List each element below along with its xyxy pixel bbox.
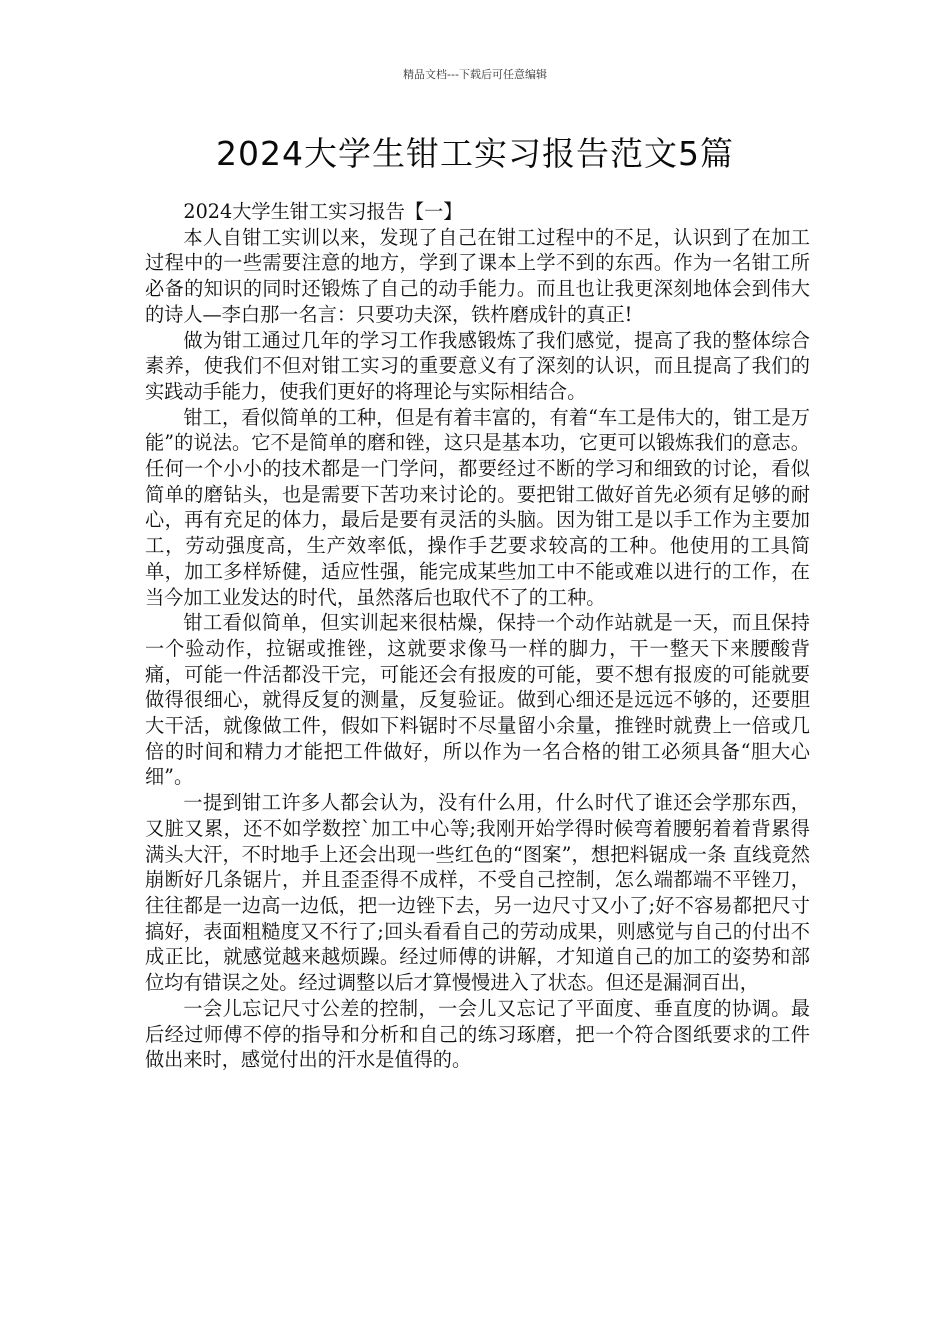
paragraph-6: 一会儿忘记尺寸公差的控制，一会儿又忘记了平面度、垂直度的协调。最后经过师傅不停的指导和分析和自己的练习琢磨，把一个符合图纸要求的工件做出来时，感觉付出的汗水是值得的。 [145, 996, 810, 1072]
document-body [145, 199, 810, 1073]
document-title: 2024大学生钳工实习报告范文5篇 [216, 134, 734, 173]
paragraph-5: 一提到钳工许多人都会认为，没有什么用，什么时代了谁还会学那东西，又脏又累，还不如学数控`加工中心等;我刚开始学得时候弯着腰躬着着背累得满头大汗，不时地手上还会出现一些红色的“图案”，想把料锯成一条 直线竟然崩断好几条锯片，并且歪歪得不成样，不受自己控制，怎么端都端不平锉刀，往往都是一边高一边低，把一边锉下去，另一边尺寸又小了;好不容易都把尺寸搞好，表面粗糙度又不行了;回头看看自己的劳动成果，则感觉与自己的付出不成正比，就感觉越来越烦躁。经过师傅的讲解，才知道自己的加工的姿势和部位均有错误之处。经过调整以后才算慢慢进入了状态。但还是漏洞百出， [145, 791, 810, 995]
section-heading: 2024大学生钳工实习报告【一】 [183, 200, 463, 223]
paragraph-4: 钳工看似简单，但实训起来很枯燥，保持一个动作站就是一天，而且保持一个验动作，拉锯或推锉，这就要求像马一样的脚力，干一整天下来腰酸背痛，可能一件活都没干完，可能还会有报废的可能，要不想有报废的可能就要做得很细心，就得反复的测量，反复验证。做到心细还是远远不够的，还要胆大干活，就像做工件，假如下料锯时不尽量留小余量，推锉时就费上一倍或几倍的时间和精力才能把工件做好，所以作为一名合格的钳工必须具备“胆大心细”。 [145, 611, 810, 789]
paragraph-3: 钳工，看似简单的工种，但是有着丰富的，有着“车工是伟大的，钳工是万能”的说法。它不是简单的磨和锉，这只是基本功，它更可以锻炼我们的意志。任何一个小小的技术都是一门学问，都要经过不断的学习和细致的讨论，看似简单的磨钻头，也是需要下苦功来讨论的。要把钳工做好首先必须有足够的耐心，再有充足的体力，最后是要有灵活的头脑。因为钳工是以手工作为主要加工，劳动强度高，生产效率低，操作手艺要求较高的工种。他使用的工具简单，加工多样矫健，适应性强，能完成某些加工中不能或难以进行的工作，在当今加工业发达的时代，虽然落后也取代不了的工种。 [145, 405, 810, 609]
paragraph-1: 本人自钳工实训以来，发现了自己在钳工过程中的不足，认识到了在加工过程中的一些需要注意的地方，学到了课本上学不到的东西。作为一名钳工所必备的知识的同时还锻炼了自己的动手能力。而且也让我更深刻地体会到伟大的诗人—李白那一名言：只要功夫深，铁杵磨成针的真正! [145, 225, 810, 326]
paragraph-2: 做为钳工通过几年的学习工作我感锻炼了我们感觉，提高了我的整体综合素养，使我们不但对钳工实习的重要意义有了深刻的认识，而且提高了我们的实践动手能力，使我们更好的将理论与实际相结合。 [145, 328, 810, 403]
page-header-watermark: 精品文档---下载后可任意编辑 [403, 68, 547, 81]
